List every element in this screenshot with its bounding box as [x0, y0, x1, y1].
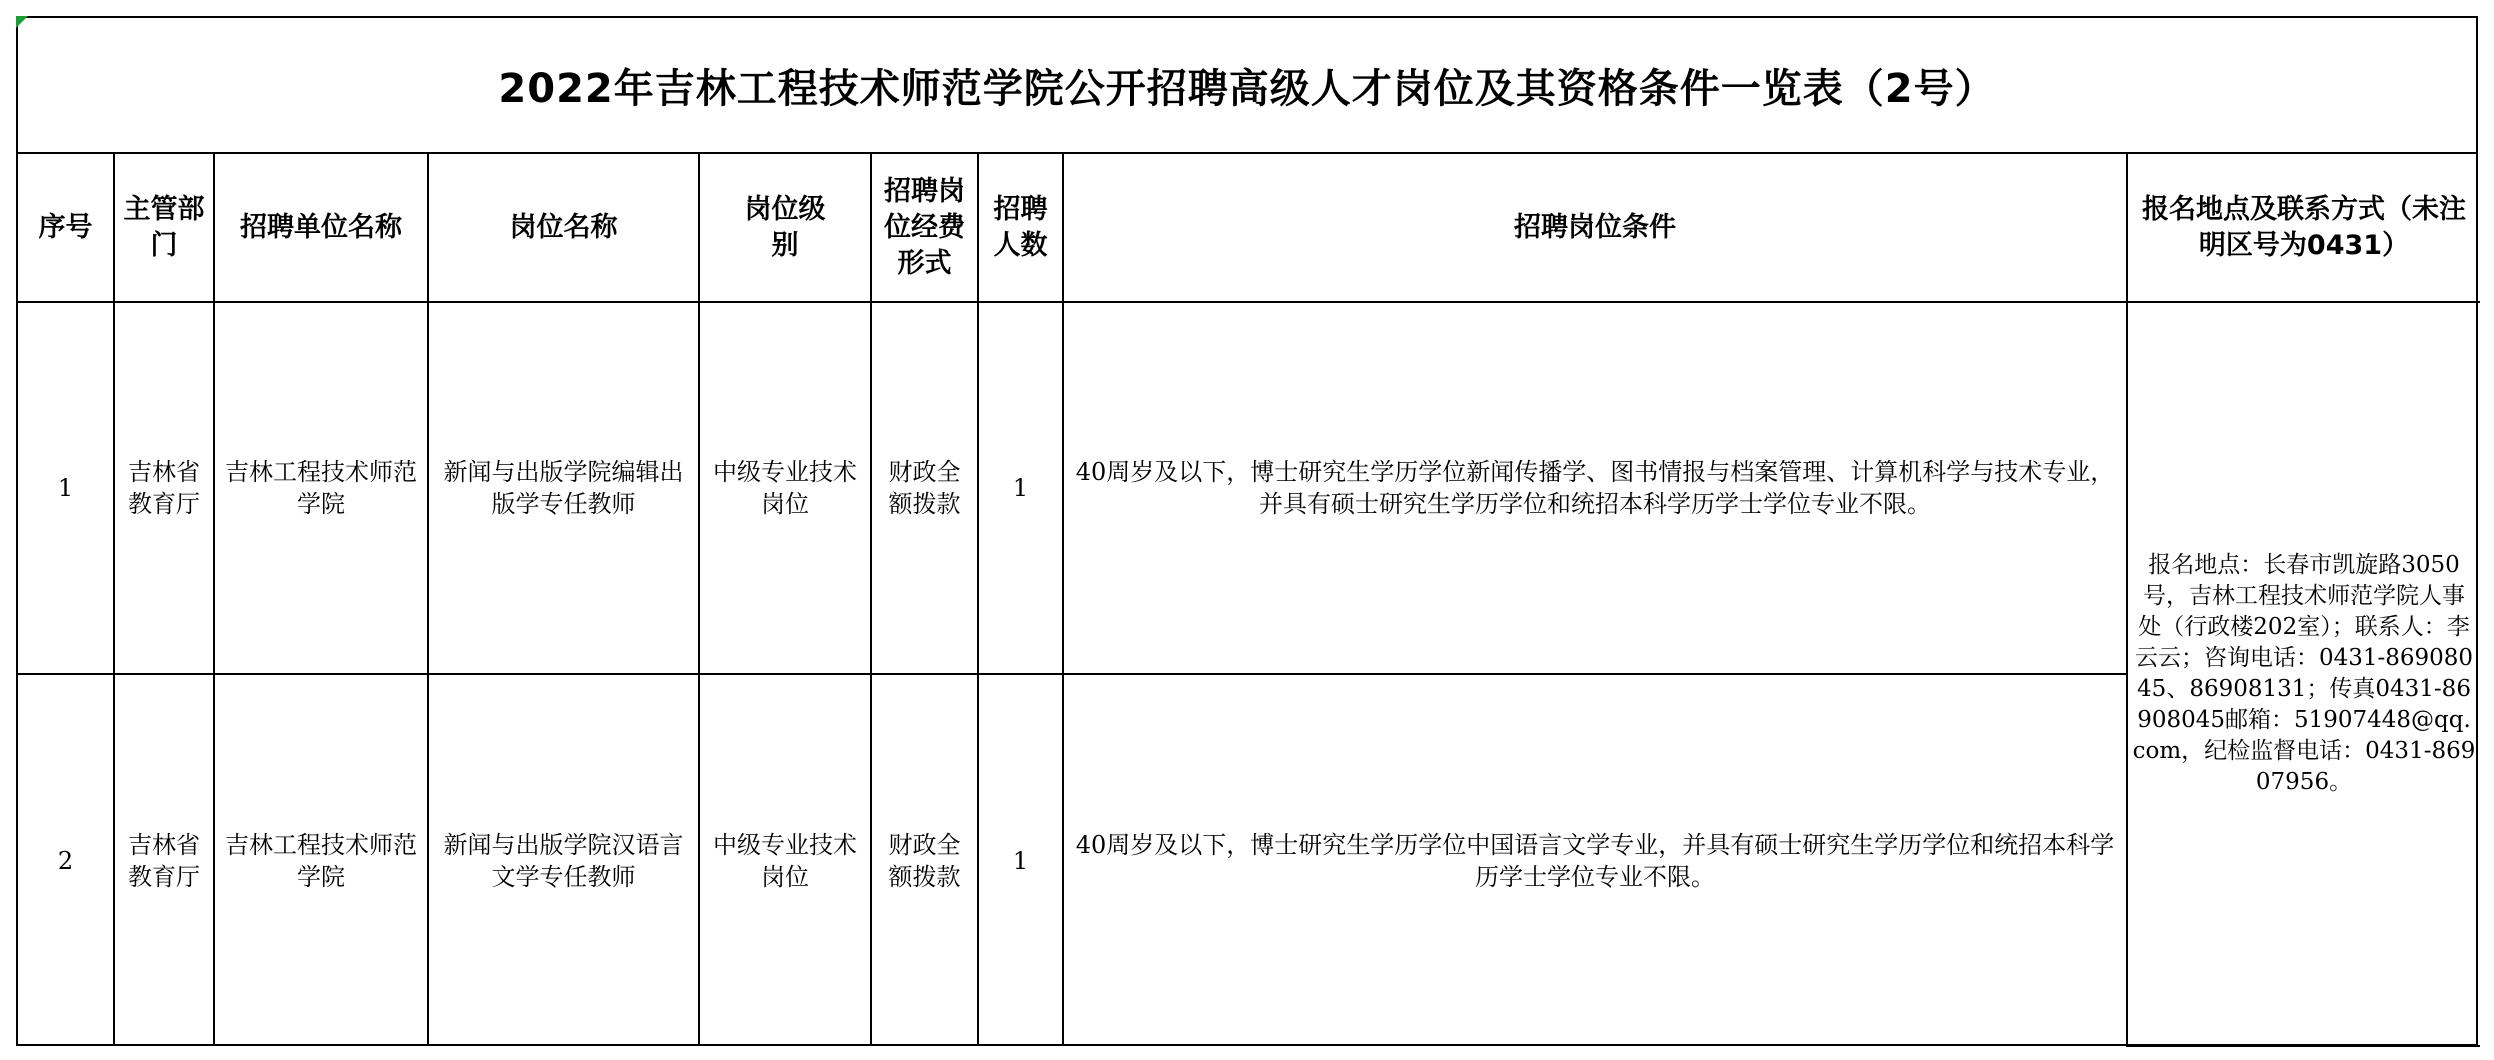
- cell-dept: 吉林省教育厅: [114, 302, 214, 674]
- header-row: [18, 154, 2480, 302]
- cell-conditions: 40周岁及以下，博士研究生学历学位新闻传播学、图书情报与档案管理、计算机科学与技术专业，并具有硕士研究生学历学位和统招本科学历学士学位专业不限。: [1063, 302, 2127, 674]
- header-seq: 序号: [18, 154, 114, 302]
- cell-contact: 报名地点：长春市凯旋路3050号，吉林工程技术师范学院人事处（行政楼202室）；联系人：李云云；咨询电话：0431-86908045、86908131；传真0431-86908045邮箱：51907448@qq.com，纪检监督电话：0431-86907956。: [2127, 302, 2480, 1046]
- header-funding: 招聘岗位经费形式: [871, 154, 978, 302]
- header-count: 招聘人数: [978, 154, 1063, 302]
- document-frame: [16, 16, 2478, 1046]
- header-conditions: 招聘岗位条件: [1063, 154, 2127, 302]
- title-row: [18, 18, 2476, 154]
- header-position: 岗位名称: [428, 154, 699, 302]
- table-row: [18, 302, 2480, 674]
- cell-unit: 吉林工程技术师范学院: [214, 302, 428, 674]
- cell-seq: 2: [18, 674, 114, 1046]
- cell-seq: 1: [18, 302, 114, 674]
- recruitment-table: [18, 154, 2480, 1047]
- cell-level: 中级专业技术岗位: [699, 302, 871, 674]
- header-contact: 报名地点及联系方式（未注明区号为0431）: [2127, 154, 2480, 302]
- cell-funding: 财政全额拨款: [871, 674, 978, 1046]
- cell-count: 1: [978, 674, 1063, 1046]
- header-dept: 主管部门: [114, 154, 214, 302]
- cell-marker-icon: [16, 16, 28, 28]
- page-title: 2022年吉林工程技术师范学院公开招聘高级人才岗位及其资格条件一览表（2号）: [498, 65, 1996, 112]
- cell-dept: 吉林省教育厅: [114, 674, 214, 1046]
- cell-conditions: 40周岁及以下，博士研究生学历学位中国语言文学专业，并具有硕士研究生学历学位和统招本科学历学士学位专业不限。: [1063, 674, 2127, 1046]
- cell-level: 中级专业技术岗位: [699, 674, 871, 1046]
- cell-funding: 财政全额拨款: [871, 302, 978, 674]
- table-row: [18, 674, 2480, 1046]
- cell-position: 新闻与出版学院编辑出版学专任教师: [428, 302, 699, 674]
- header-level: 岗位级别: [699, 154, 871, 302]
- cell-unit: 吉林工程技术师范学院: [214, 674, 428, 1046]
- cell-position: 新闻与出版学院汉语言文学专任教师: [428, 674, 699, 1046]
- header-unit: 招聘单位名称: [214, 154, 428, 302]
- cell-count: 1: [978, 302, 1063, 674]
